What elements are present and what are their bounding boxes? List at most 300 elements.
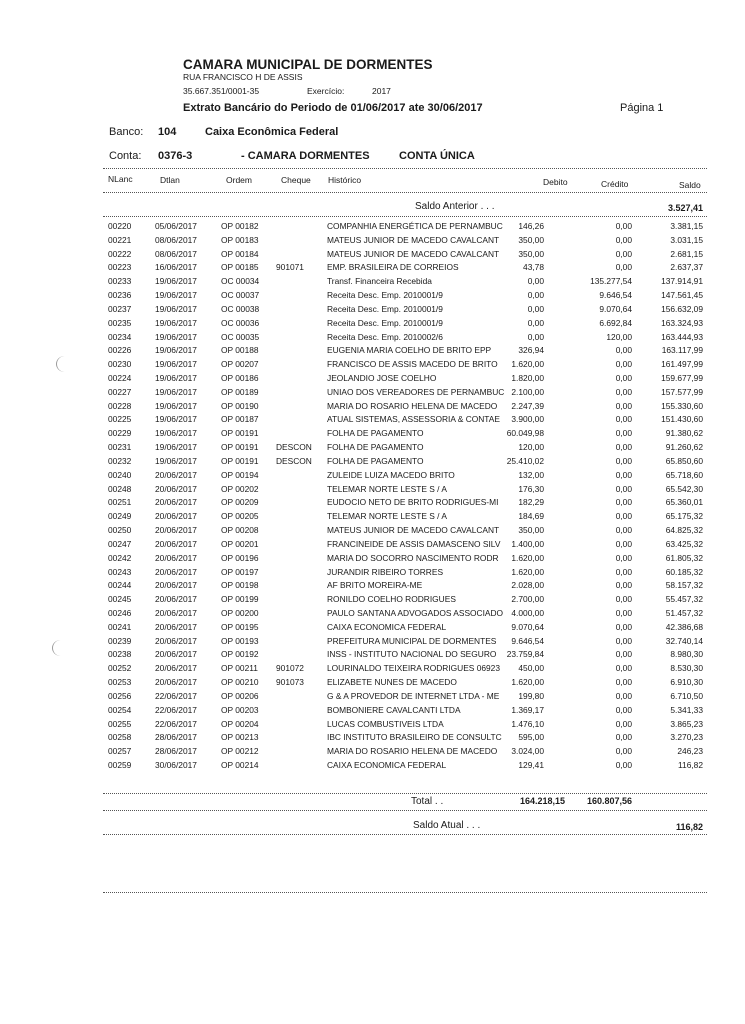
cell-saldo: 55.457,32 [665,594,703,605]
cell-dtlan: 20/06/2017 [155,497,197,508]
cell-credito: 0,00 [615,455,632,466]
divider [103,192,707,193]
cell-dtlan: 22/06/2017 [155,690,197,701]
cell-dtlan: 20/06/2017 [155,677,197,688]
cell-historico: Receita Desc. Emp. 2010001/9 [327,303,443,314]
cell-credito: 0,00 [615,566,632,577]
cell-saldo: 147.561,45 [661,290,703,301]
table-row [0,731,745,745]
cell-dtlan: 19/06/2017 [155,373,197,384]
cell-debito: 199,80 [518,690,544,701]
table-row [0,248,745,262]
cell-nlanc: 00229 [108,428,132,439]
table-row [0,220,745,234]
col-debito: Debito [543,177,568,187]
cell-ordem: OP 00199 [221,594,259,605]
table-row [0,234,745,248]
cell-saldo: 155.330,60 [661,400,703,411]
cell-saldo: 137.914,91 [661,276,703,287]
cell-saldo: 156.632,09 [661,303,703,314]
cell-nlanc: 00238 [108,649,132,660]
cell-historico: UNIAO DOS VEREADORES DE PERNAMBUC [327,386,505,397]
cell-debito: 350,00 [518,248,544,259]
cell-historico: AF BRITO MOREIRA-ME [327,580,423,591]
cell-nlanc: 00246 [108,607,132,618]
cell-historico: RONILDO COELHO RODRIGUES [327,594,456,605]
cell-saldo: 58.157,32 [665,580,703,591]
cell-credito: 0,00 [615,483,632,494]
cell-saldo: 65.360,01 [665,497,703,508]
col-cheque: Cheque [281,175,311,185]
cell-ordem: OP 00201 [221,538,259,549]
cell-ordem: OP 00191 [221,428,259,439]
cell-debito: 2.028,00 [511,580,544,591]
table-row [0,303,745,317]
cell-credito: 0,00 [615,525,632,536]
cell-ordem: OP 00187 [221,414,259,425]
cell-credito: 9.646,54 [599,290,632,301]
cell-ordem: OP 00184 [221,248,259,259]
cell-historico: COMPANHIA ENERGÉTICA DE PERNAMBUC [327,221,503,231]
cell-credito: 0,00 [615,373,632,384]
cell-nlanc: 00220 [108,221,132,231]
cell-credito: 0,00 [615,677,632,688]
cell-ordem: OC 00035 [221,331,260,342]
cell-historico: PREFEITURA MUNICIPAL DE DORMENTES [327,635,497,646]
cell-historico: INSS - INSTITUTO NACIONAL DO SEGURO [327,649,497,660]
cell-debito: 4.000,00 [511,607,544,618]
cell-historico: MATEUS JUNIOR DE MACEDO CAVALCANT [327,525,500,536]
cell-saldo: 163.324,93 [661,317,703,328]
table-row [0,621,745,635]
cell-nlanc: 00240 [108,469,132,480]
cell-saldo: 3.865,23 [670,718,703,729]
cell-debito: 1.476,10 [511,718,544,729]
cell-historico: MARIA DO SOCORRO NASCIMENTO RODR [327,552,499,563]
cell-nlanc: 00234 [108,331,132,342]
table-row [0,455,745,469]
cell-nlanc: 00254 [108,704,132,715]
cell-credito: 9.070,64 [599,303,632,314]
cell-dtlan: 20/06/2017 [155,607,197,618]
table-row [0,552,745,566]
cell-dtlan: 19/06/2017 [155,455,197,466]
table-row [0,510,745,524]
cell-historico: JEOLANDIO JOSE COELHO [327,373,437,384]
divider [103,892,707,893]
cell-credito: 0,00 [615,469,632,480]
cell-debito: 9.646,54 [511,635,544,646]
total-label: Total . . [411,796,444,807]
cell-saldo: 65.850,60 [665,455,703,466]
cell-debito: 43,78 [523,262,544,273]
table-row [0,676,745,690]
cell-credito: 0,00 [615,594,632,605]
cell-dtlan: 22/06/2017 [155,718,197,729]
cell-ordem: OP 00206 [221,690,259,701]
table-row [0,662,745,676]
cell-dtlan: 19/06/2017 [155,303,197,314]
cell-nlanc: 00235 [108,317,132,328]
cell-dtlan: 20/06/2017 [155,649,197,660]
cell-dtlan: 19/06/2017 [155,442,197,453]
cell-ordem: OP 00192 [221,649,259,660]
cell-saldo: 3.381,15 [670,221,703,231]
cell-credito: 0,00 [615,221,632,231]
cell-nlanc: 00250 [108,525,132,536]
cell-nlanc: 00241 [108,621,132,632]
cell-ordem: OP 00210 [221,677,259,688]
cell-historico: TELEMAR NORTE LESTE S / A [327,511,447,522]
cell-ordem: OP 00193 [221,635,259,646]
table-row [0,648,745,662]
cell-debito: 350,00 [518,234,544,245]
cell-debito: 1.620,00 [511,552,544,563]
table-row [0,344,745,358]
cell-saldo: 63.425,32 [665,538,703,549]
table-row [0,372,745,386]
cell-dtlan: 19/06/2017 [155,414,197,425]
cell-ordem: OP 00186 [221,373,259,384]
cell-ordem: OP 00182 [221,221,259,231]
cell-ordem: OP 00202 [221,483,259,494]
divider [103,168,707,169]
cell-nlanc: 00252 [108,663,132,674]
conta-number: 0376-3 [158,150,193,162]
cell-nlanc: 00245 [108,594,132,605]
cell-debito: 132,00 [518,469,544,480]
cell-credito: 0,00 [615,442,632,453]
cell-dtlan: 20/06/2017 [155,580,197,591]
binder-hole [52,640,69,656]
cell-historico: IBC INSTITUTO BRASILEIRO DE CONSULTC [327,732,502,743]
cell-historico: BOMBONIERE CAVALCANTI LTDA [327,704,461,715]
cell-credito: 0,00 [615,732,632,743]
cell-nlanc: 00227 [108,386,132,397]
cell-debito: 1.400,00 [511,538,544,549]
cell-credito: 0,00 [615,538,632,549]
cell-historico: FRANCINEIDE DE ASSIS DAMASCENO SILV [327,538,501,549]
cell-historico: TELEMAR NORTE LESTE S / A [327,483,447,494]
cell-ordem: OP 00200 [221,607,259,618]
cell-dtlan: 19/06/2017 [155,359,197,370]
table-row [0,566,745,580]
cell-credito: 0,00 [615,428,632,439]
cell-credito: 0,00 [615,621,632,632]
cell-dtlan: 20/06/2017 [155,525,197,536]
cell-historico: CAIXA ECONOMICA FEDERAL [327,621,447,632]
cell-dtlan: 22/06/2017 [155,704,197,715]
cell-dtlan: 19/06/2017 [155,400,197,411]
cell-debito: 23.759,84 [506,649,544,660]
cell-credito: 135.277,54 [590,276,632,287]
table-row [0,427,745,441]
table-row [0,317,745,331]
cell-debito: 146,26 [518,221,544,231]
table-row [0,745,745,759]
cell-debito: 2.247,39 [511,400,544,411]
exercicio-value: 2017 [372,86,391,96]
table-row [0,483,745,497]
cell-dtlan: 16/06/2017 [155,262,197,273]
cell-dtlan: 19/06/2017 [155,317,197,328]
cell-dtlan: 05/06/2017 [155,221,197,231]
cell-nlanc: 00228 [108,400,132,411]
banco-code: 104 [158,126,177,138]
cell-debito: 0,00 [527,303,544,314]
org-name: CAMARA MUNICIPAL DE DORMENTES [183,57,433,72]
cell-debito: 184,69 [518,511,544,522]
cell-ordem: OP 00212 [221,746,259,757]
cnpj: 35.667.351/0001-35 [183,86,260,96]
cell-dtlan: 20/06/2017 [155,538,197,549]
cell-ordem: OC 00037 [221,290,260,301]
cell-credito: 0,00 [615,580,632,591]
cell-saldo: 3.031,15 [670,234,703,245]
cell-saldo: 3.270,23 [670,732,703,743]
cell-cheque: DESCON [276,442,312,453]
cell-credito: 0,00 [615,663,632,674]
cell-dtlan: 28/06/2017 [155,732,197,743]
cell-debito: 60.049,98 [506,428,544,439]
cell-historico: MARIA DO ROSARIO HELENA DE MACEDO [327,400,498,411]
cell-ordem: OP 00209 [221,497,259,508]
cell-credito: 0,00 [615,552,632,563]
cell-ordem: OC 00036 [221,317,260,328]
table-row [0,607,745,621]
cell-debito: 450,00 [518,663,544,674]
cell-credito: 0,00 [615,414,632,425]
cell-nlanc: 00231 [108,442,132,453]
divider [103,793,707,794]
banco-name: Caixa Econômica Federal [205,126,339,138]
saldo-anterior-label: Saldo Anterior . . . [415,201,495,212]
conta-name: - CAMARA DORMENTES [241,150,370,162]
cell-saldo: 65.542,30 [665,483,703,494]
cell-credito: 0,00 [615,704,632,715]
cell-dtlan: 20/06/2017 [155,594,197,605]
cell-ordem: OP 00214 [221,759,259,770]
cell-debito: 0,00 [527,290,544,301]
cell-debito: 182,29 [518,497,544,508]
cell-historico: EUDOCIO NETO DE BRITO RODRIGUES-MI [327,497,499,508]
cell-cheque: 901071 [276,262,304,273]
cell-debito: 176,30 [518,483,544,494]
banco-label: Banco: [109,126,144,138]
cell-ordem: OP 00183 [221,234,259,245]
cell-historico: FRANCISCO DE ASSIS MACEDO DE BRITO [327,359,498,370]
cell-nlanc: 00249 [108,511,132,522]
cell-saldo: 6.910,30 [670,677,703,688]
total-debito: 164.218,15 [519,796,565,806]
cell-historico: MATEUS JUNIOR DE MACEDO CAVALCANT [327,248,500,259]
cell-saldo: 163.117,99 [661,345,703,356]
table-row [0,538,745,552]
cell-nlanc: 00223 [108,262,132,273]
cell-debito: 1.620,00 [511,359,544,370]
cell-saldo: 5.341,33 [670,704,703,715]
cell-nlanc: 00251 [108,497,132,508]
cell-credito: 0,00 [615,400,632,411]
cell-nlanc: 00232 [108,455,132,466]
cell-saldo: 2.637,37 [670,262,703,273]
cell-dtlan: 19/06/2017 [155,276,197,287]
cell-cheque: DESCON [276,455,312,466]
cell-saldo: 116,82 [678,759,703,770]
col-credito: Crédito [601,179,629,189]
address: RUA FRANCISCO H DE ASSIS [183,72,303,82]
cell-saldo: 60.185,32 [665,566,703,577]
cell-ordem: OP 00190 [221,400,259,411]
cell-credito: 0,00 [615,635,632,646]
col-ordem: Ordem [226,175,252,185]
cell-credito: 0,00 [615,649,632,660]
table-row [0,759,745,773]
cell-historico: Transf. Financeira Recebida [327,276,432,287]
cell-saldo: 65.718,60 [665,469,703,480]
cell-debito: 129,41 [518,759,544,770]
cell-saldo: 65.175,32 [665,511,703,522]
cell-ordem: OP 00195 [221,621,259,632]
cell-debito: 1.369,17 [511,704,544,715]
cell-saldo: 64.825,32 [665,525,703,536]
table-row [0,386,745,400]
cell-dtlan: 19/06/2017 [155,386,197,397]
cell-dtlan: 19/06/2017 [155,345,197,356]
cell-dtlan: 08/06/2017 [155,234,197,245]
cell-historico: JURANDIR RIBEIRO TORRES [327,566,444,577]
table-row [0,261,745,275]
cell-saldo: 161.497,99 [661,359,703,370]
cell-ordem: OP 00188 [221,345,259,356]
cell-ordem: OP 00196 [221,552,259,563]
cell-debito: 9.070,64 [511,621,544,632]
cell-saldo: 91.260,62 [665,442,703,453]
cell-historico: CAIXA ECONOMICA FEDERAL [327,759,447,770]
cell-saldo: 159.677,99 [661,373,703,384]
table-row [0,441,745,455]
cell-historico: LUCAS COMBUSTIVEIS LTDA [327,718,444,729]
cell-credito: 6.692,84 [599,317,632,328]
cell-nlanc: 00255 [108,718,132,729]
cell-saldo: 6.710,50 [670,690,703,701]
cell-dtlan: 20/06/2017 [155,663,197,674]
table-row [0,593,745,607]
page-number: Página 1 [620,102,664,114]
cell-nlanc: 00236 [108,290,132,301]
cell-historico: ELIZABETE NUNES DE MACEDO [327,677,457,688]
cell-nlanc: 00222 [108,248,132,259]
cell-dtlan: 20/06/2017 [155,469,197,480]
cell-saldo: 61.805,32 [665,552,703,563]
table-row [0,331,745,345]
cell-dtlan: 20/06/2017 [155,635,197,646]
cell-ordem: OP 00204 [221,718,259,729]
cell-ordem: OP 00207 [221,359,259,370]
cell-credito: 0,00 [615,234,632,245]
conta-type: CONTA ÚNICA [399,150,475,162]
cell-credito: 0,00 [615,262,632,273]
cell-dtlan: 20/06/2017 [155,483,197,494]
cell-credito: 0,00 [615,759,632,770]
cell-dtlan: 19/06/2017 [155,331,197,342]
cell-debito: 1.820,00 [511,373,544,384]
cell-cheque: 901073 [276,677,304,688]
cell-saldo: 2.681,15 [670,248,703,259]
cell-historico: Receita Desc. Emp. 2010002/6 [327,331,443,342]
cell-saldo: 151.430,60 [661,414,703,425]
cell-dtlan: 20/06/2017 [155,621,197,632]
cell-credito: 0,00 [615,345,632,356]
table-row [0,579,745,593]
cell-cheque: 901072 [276,663,304,674]
col-saldo: Saldo [679,180,701,190]
cell-nlanc: 00237 [108,303,132,314]
cell-credito: 0,00 [615,690,632,701]
cell-dtlan: 20/06/2017 [155,552,197,563]
cell-nlanc: 00258 [108,732,132,743]
cell-ordem: OP 00189 [221,386,259,397]
cell-ordem: OP 00191 [221,455,259,466]
cell-credito: 0,00 [615,386,632,397]
cell-ordem: OC 00038 [221,303,260,314]
cell-dtlan: 28/06/2017 [155,746,197,757]
total-credito: 160.807,56 [586,796,632,806]
cell-credito: 0,00 [615,248,632,259]
cell-ordem: OP 00213 [221,732,259,743]
cell-ordem: OP 00208 [221,525,259,536]
cell-historico: EMP. BRASILEIRA DE CORREIOS [327,262,459,273]
cell-ordem: OP 00185 [221,262,259,273]
cell-ordem: OP 00194 [221,469,259,480]
cell-ordem: OP 00198 [221,580,259,591]
cell-credito: 0,00 [615,607,632,618]
cell-dtlan: 08/06/2017 [155,248,197,259]
cell-nlanc: 00225 [108,414,132,425]
cell-nlanc: 00221 [108,234,132,245]
cell-saldo: 157.577,99 [661,386,703,397]
cell-credito: 0,00 [615,359,632,370]
cell-ordem: OP 00191 [221,442,259,453]
cell-nlanc: 00253 [108,677,132,688]
cell-saldo: 246,23 [677,746,703,757]
cell-historico: ZULEIDE LUIZA MACEDO BRITO [327,469,455,480]
table-row [0,289,745,303]
cell-credito: 0,00 [615,497,632,508]
divider [103,216,707,217]
cell-debito: 2.100,00 [511,386,544,397]
cell-saldo: 163.444,93 [661,331,703,342]
cell-nlanc: 00239 [108,635,132,646]
cell-ordem: OP 00197 [221,566,259,577]
cell-saldo: 32.740,14 [665,635,703,646]
cell-historico: MARIA DO ROSARIO HELENA DE MACEDO [327,746,498,757]
cell-debito: 0,00 [527,317,544,328]
cell-debito: 595,00 [518,732,544,743]
binder-hole [56,356,73,372]
divider [103,810,707,811]
cell-credito: 120,00 [606,331,632,342]
cell-nlanc: 00242 [108,552,132,563]
table-row [0,635,745,649]
table-row [0,704,745,718]
cell-nlanc: 00224 [108,373,132,384]
cell-historico: Receita Desc. Emp. 2010001/9 [327,290,443,301]
cell-debito: 25.410,02 [506,455,544,466]
cell-debito: 350,00 [518,525,544,536]
cell-dtlan: 20/06/2017 [155,511,197,522]
conta-label: Conta: [109,150,142,162]
